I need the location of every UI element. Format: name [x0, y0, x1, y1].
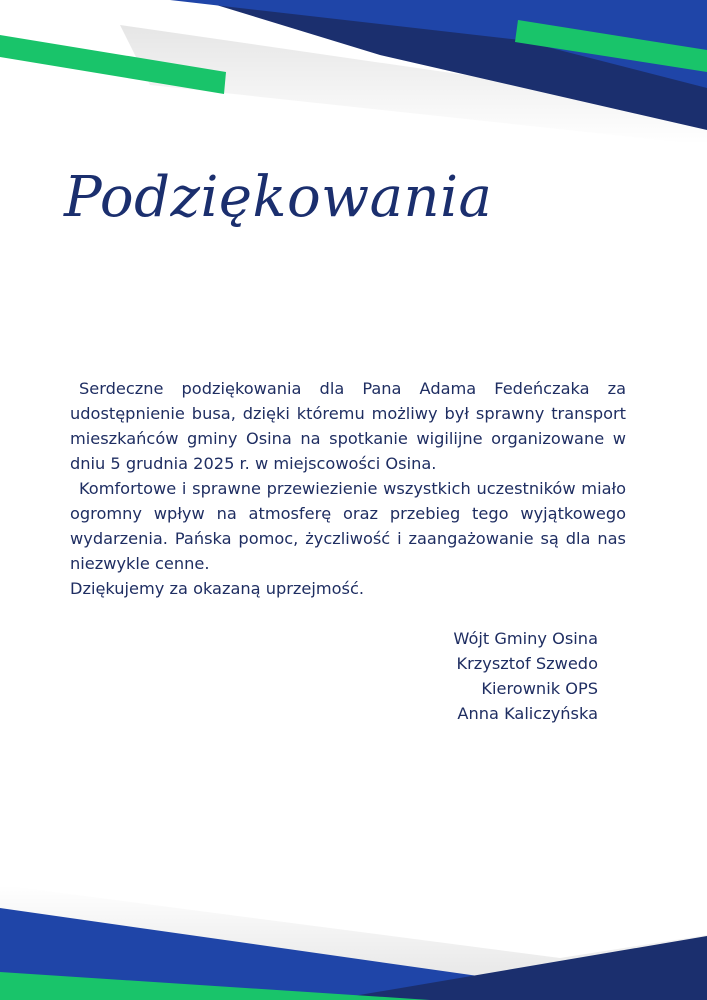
paragraph-2: Komfortowe i sprawne przewiezienie wszystkich uczestników miało ogromny wpływ na atmosferę oraz przebieg tego wyjątkowego wydarzenia. Pańska pomoc, życzliwość i zaangażowanie są dla nas niezwykle cenne.: [70, 479, 626, 573]
bottom-green-stripe: [0, 972, 430, 1000]
page-title: Podziękowania: [64, 165, 493, 230]
signature-mayor-name: Krzysztof Szwedo: [456, 654, 598, 673]
bottom-shadow: [0, 885, 707, 985]
paragraph-1: Serdeczne podziękowania dla Pana Adama Fedeńczaka za udostępnienie busa, dzięki któremu możliwy był sprawny transport mieszkańców gminy Osina na spotkanie wigilijne organizowane w dniu 5 grudnia 2025 r. w miejscowości Osina.: [70, 379, 626, 473]
signature-ops-name: Anna Kaliczyńska: [457, 704, 598, 723]
signature-block: [400, 626, 598, 726]
bottom-dark-band: [330, 936, 707, 1000]
letter-body: [70, 376, 626, 601]
top-decoration: [0, 0, 707, 160]
paragraph-3: Dziękujemy za okazaną uprzejmość.: [70, 579, 365, 598]
bottom-blue-band: [0, 908, 707, 1000]
signature-mayor-title: Wójt Gminy Osina: [453, 629, 598, 648]
signature-ops-title: Kierownik OPS: [481, 679, 598, 698]
